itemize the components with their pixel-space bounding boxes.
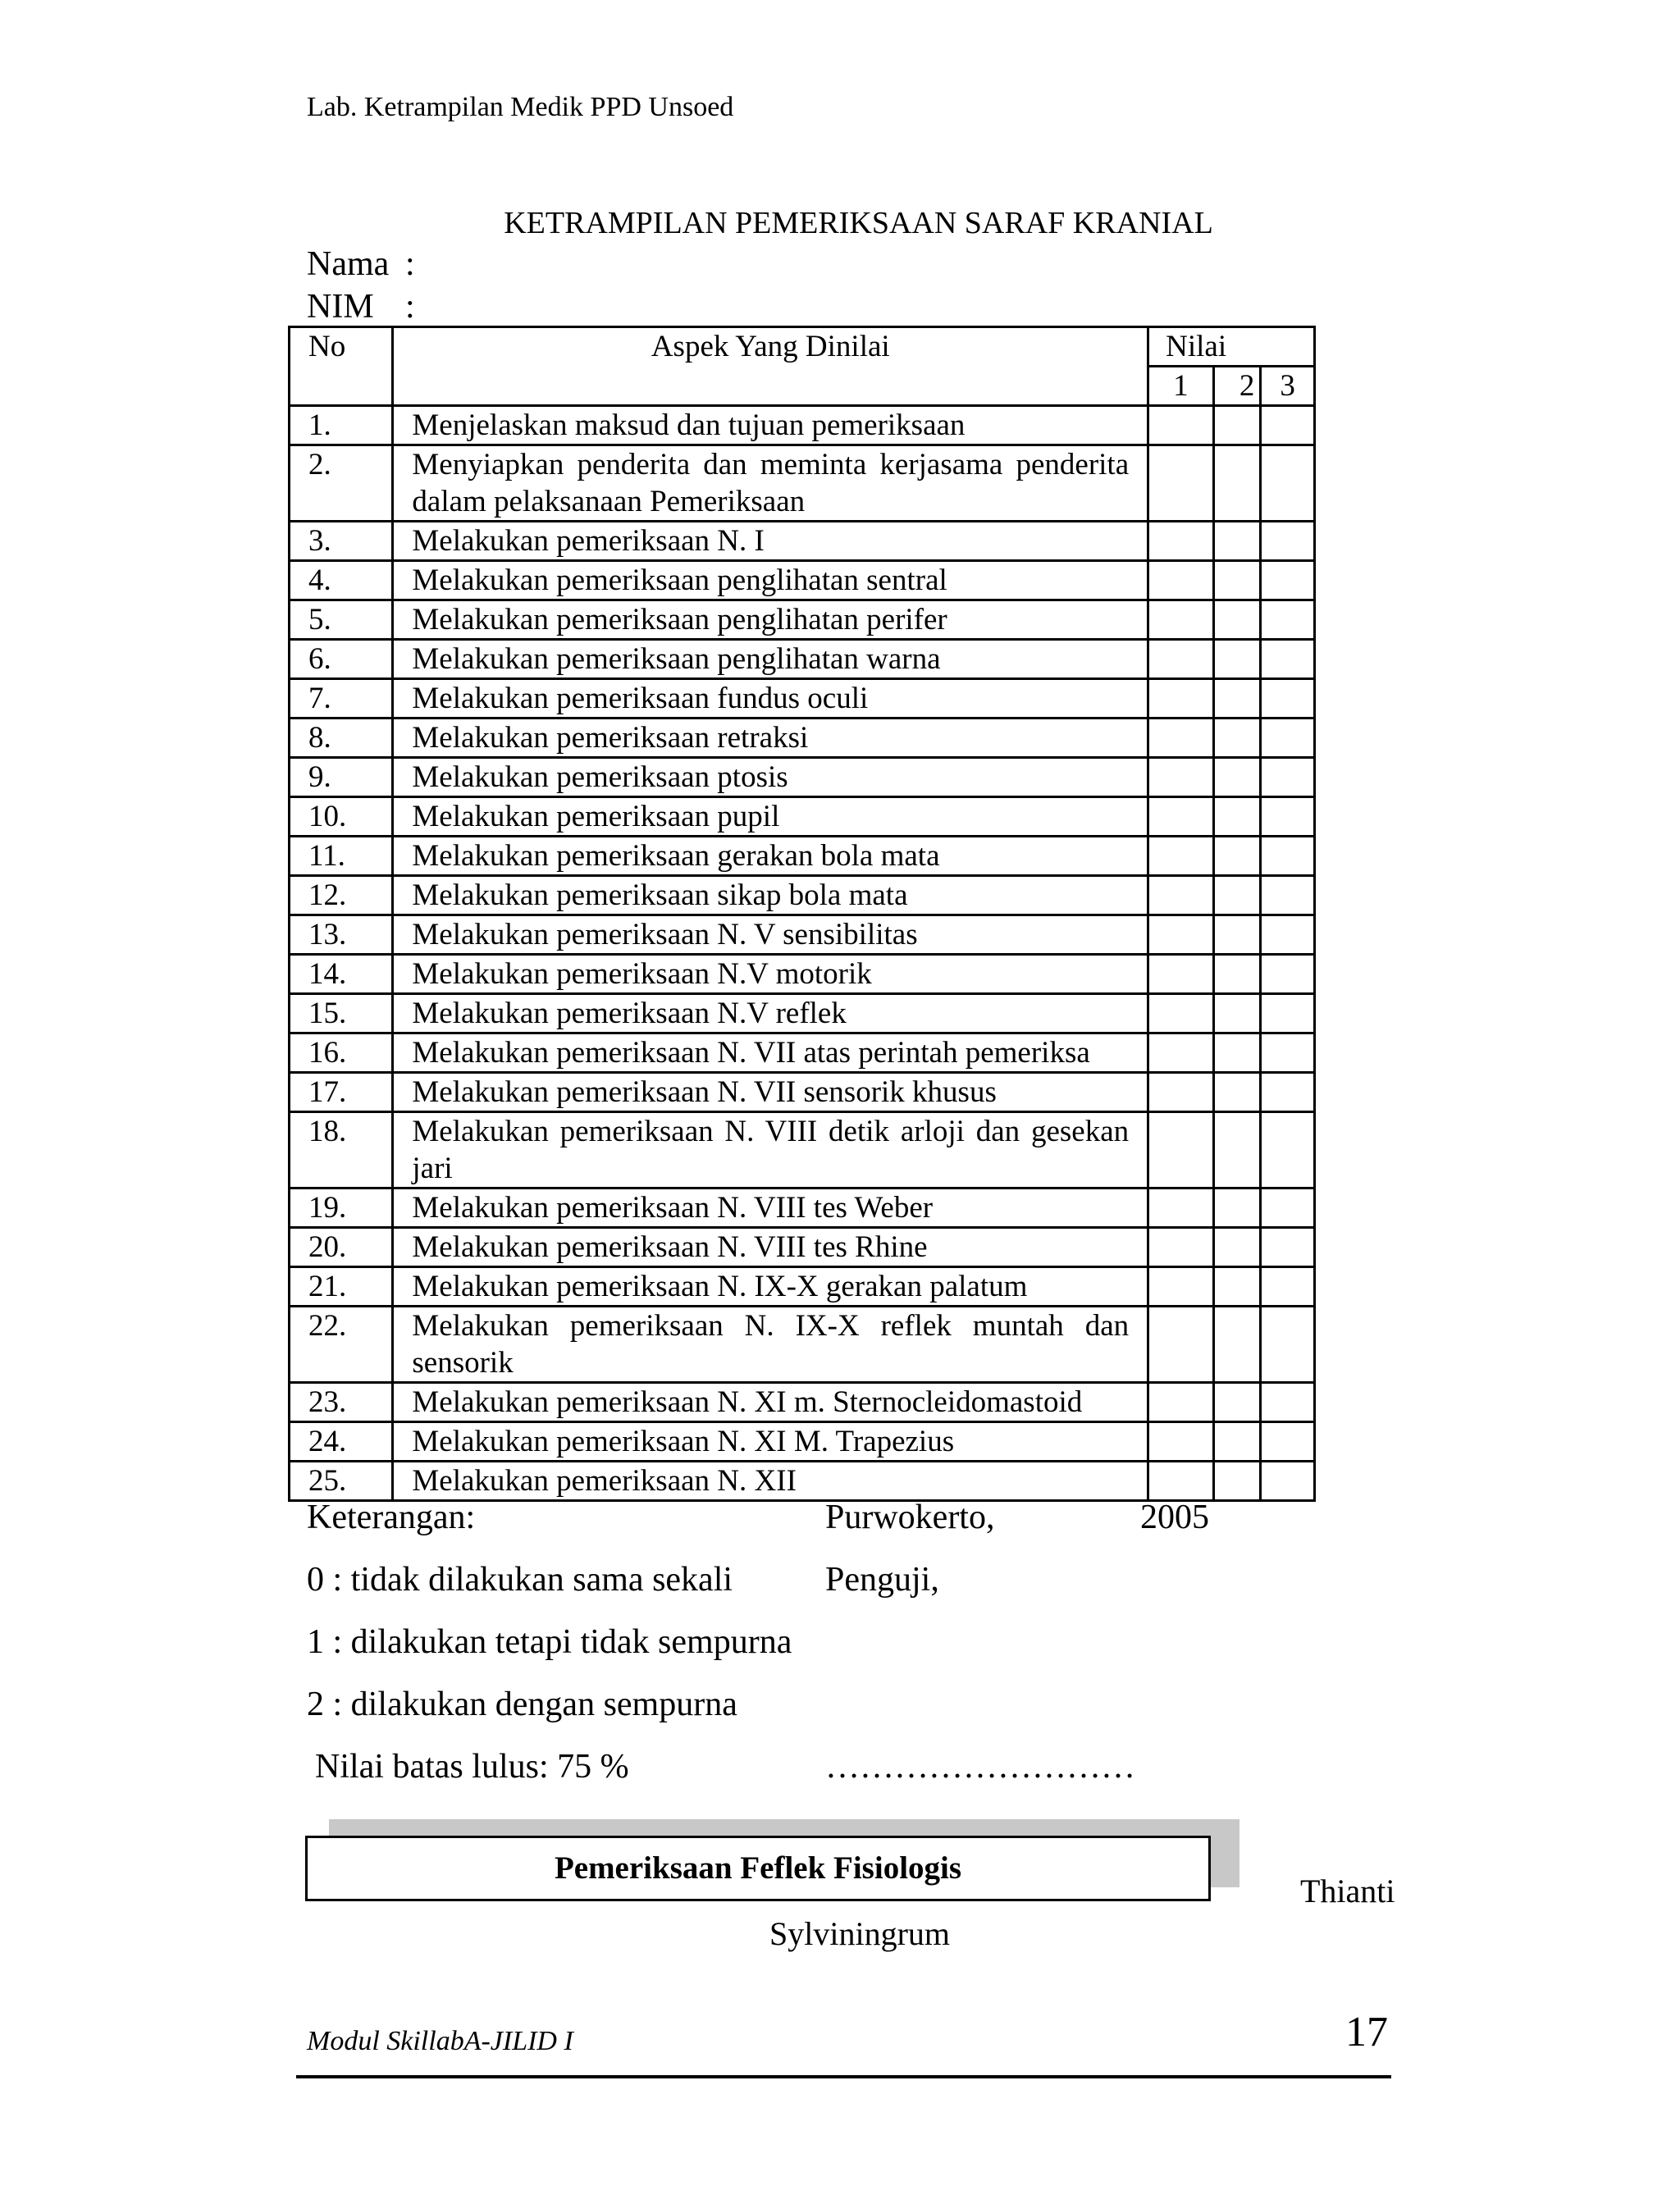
nilai-sub-2: 2: [1213, 367, 1261, 406]
row-number: 5.: [290, 600, 393, 640]
score-cell-2[interactable]: [1213, 1112, 1261, 1188]
row-aspek-text: Melakukan pemeriksaan N. IX-X gerakan palatum: [412, 1270, 1028, 1303]
page-number: 17: [1345, 2009, 1388, 2055]
score-cell-3[interactable]: [1261, 1383, 1315, 1422]
score-cell-2[interactable]: [1213, 1033, 1261, 1073]
author-last-name: Sylviningrum: [769, 1915, 951, 1952]
table-row: [290, 679, 1315, 719]
score-cell-2[interactable]: [1213, 719, 1261, 758]
score-cell-1[interactable]: [1148, 1228, 1213, 1267]
score-cell-2[interactable]: [1213, 797, 1261, 837]
footer-rule: [296, 2075, 1391, 2078]
score-cell-3[interactable]: [1261, 1188, 1315, 1228]
score-cell-1[interactable]: [1148, 640, 1213, 679]
row-number: 25.: [290, 1462, 393, 1501]
score-cell-3[interactable]: [1261, 915, 1315, 955]
row-aspek-text: Melakukan pemeriksaan N. VIII detik arloji dan gesekan jari: [412, 1115, 1130, 1185]
row-aspek-text: Melakukan pemeriksaan N. V sensibilitas: [412, 918, 918, 951]
table-row: [290, 994, 1315, 1033]
keterangan-item-2: 2 : dilakukan dengan sempurna: [307, 1686, 737, 1723]
nim-label: NIM: [307, 288, 374, 326]
score-cell-1[interactable]: [1148, 758, 1213, 797]
score-cell-3[interactable]: [1261, 1422, 1315, 1462]
table-row: [290, 522, 1315, 561]
row-aspek: [393, 719, 1148, 758]
row-aspek-text: Melakukan pemeriksaan penglihatan warna: [412, 642, 941, 676]
score-cell-3[interactable]: [1261, 1228, 1315, 1267]
signature-year: 2005: [1140, 1499, 1209, 1536]
score-cell-3[interactable]: [1261, 719, 1315, 758]
table-header-row: [290, 327, 1315, 367]
score-cell-1[interactable]: [1148, 994, 1213, 1033]
score-cell-2[interactable]: [1213, 1462, 1261, 1501]
row-number: 12.: [290, 876, 393, 915]
score-cell-1[interactable]: [1148, 1073, 1213, 1112]
header-nilai: Nilai: [1148, 327, 1315, 367]
row-aspek-text: Melakukan pemeriksaan N. IX-X reflek muntah dan sensorik: [412, 1309, 1130, 1380]
score-cell-1[interactable]: [1148, 876, 1213, 915]
row-aspek-text: Melakukan pemeriksaan N. VII sensorik khusus: [412, 1075, 997, 1109]
row-aspek: [393, 1228, 1148, 1267]
score-cell-3[interactable]: [1261, 1267, 1315, 1307]
signature-dots: ………………………: [825, 1748, 1135, 1786]
score-cell-1[interactable]: [1148, 1307, 1213, 1383]
row-aspek: [393, 445, 1148, 522]
score-cell-1[interactable]: [1148, 837, 1213, 876]
score-cell-3[interactable]: [1261, 876, 1315, 915]
nama-label: Nama: [307, 245, 390, 283]
row-number: 19.: [290, 1188, 393, 1228]
row-number: 2.: [290, 445, 393, 522]
row-aspek-text: Melakukan pemeriksaan N. I: [412, 524, 765, 558]
row-aspek: [393, 1033, 1148, 1073]
nim-colon: :: [405, 288, 415, 326]
row-aspek-text: Melakukan pemeriksaan N. VIII tes Rhine: [412, 1230, 928, 1264]
row-number: 13.: [290, 915, 393, 955]
author-first-name: Thianti: [1300, 1873, 1395, 1909]
row-number: 15.: [290, 994, 393, 1033]
table-row: [290, 600, 1315, 640]
score-cell-1[interactable]: [1148, 679, 1213, 719]
table-row: [290, 876, 1315, 915]
row-aspek: [393, 955, 1148, 994]
table-row: [290, 955, 1315, 994]
row-aspek-text: Melakukan pemeriksaan N. XI M. Trapezius: [412, 1425, 955, 1458]
row-aspek-text: Melakukan pemeriksaan pupil: [412, 800, 780, 833]
score-cell-3[interactable]: [1261, 522, 1315, 561]
table-row: [290, 719, 1315, 758]
row-aspek: [393, 1073, 1148, 1112]
table-row: [290, 837, 1315, 876]
row-aspek: [393, 1307, 1148, 1383]
row-number: 10.: [290, 797, 393, 837]
table-row: [290, 640, 1315, 679]
table-row: [290, 1228, 1315, 1267]
nama-colon: :: [405, 245, 415, 283]
nama-field: [307, 244, 415, 284]
row-aspek: [393, 406, 1148, 445]
score-cell-3[interactable]: [1261, 1033, 1315, 1073]
row-aspek: [393, 1112, 1148, 1188]
row-aspek: [393, 522, 1148, 561]
score-cell-1[interactable]: [1148, 915, 1213, 955]
nilai-sub-3: 3: [1261, 367, 1315, 406]
nim-field: [307, 287, 415, 326]
score-cell-3[interactable]: [1261, 994, 1315, 1033]
row-aspek: [393, 561, 1148, 600]
score-cell-1[interactable]: [1148, 1188, 1213, 1228]
table-row: [290, 915, 1315, 955]
row-number: 17.: [290, 1073, 393, 1112]
score-cell-3[interactable]: [1261, 1112, 1315, 1188]
table-row: [290, 445, 1315, 522]
score-cell-2[interactable]: [1213, 406, 1261, 445]
row-aspek-text: Menjelaskan maksud dan tujuan pemeriksaan: [412, 408, 966, 442]
nilai-batas-lulus: Nilai batas lulus: 75 %: [315, 1748, 629, 1786]
header-aspek: Aspek Yang Dinilai: [393, 327, 1148, 406]
score-cell-1[interactable]: [1148, 1112, 1213, 1188]
score-cell-2[interactable]: [1213, 1422, 1261, 1462]
row-aspek: [393, 1267, 1148, 1307]
row-aspek: [393, 1383, 1148, 1422]
row-aspek: [393, 1422, 1148, 1462]
row-aspek: [393, 679, 1148, 719]
score-cell-3[interactable]: [1261, 955, 1315, 994]
row-aspek: [393, 1462, 1148, 1501]
row-number: 7.: [290, 679, 393, 719]
score-cell-2[interactable]: [1213, 445, 1261, 522]
score-cell-2[interactable]: [1213, 758, 1261, 797]
row-number: 9.: [290, 758, 393, 797]
row-aspek: [393, 600, 1148, 640]
row-number: 18.: [290, 1112, 393, 1188]
row-aspek-text: Melakukan pemeriksaan ptosis: [412, 760, 788, 794]
score-cell-1[interactable]: [1148, 1267, 1213, 1307]
table-row: [290, 1033, 1315, 1073]
table-row: [290, 758, 1315, 797]
score-cell-2[interactable]: [1213, 1267, 1261, 1307]
score-cell-1[interactable]: [1148, 1033, 1213, 1073]
score-cell-2[interactable]: [1213, 955, 1261, 994]
row-number: 11.: [290, 837, 393, 876]
score-cell-2[interactable]: [1213, 1307, 1261, 1383]
score-cell-3[interactable]: [1261, 837, 1315, 876]
row-aspek-text: Menyiapkan penderita dan meminta kerjasama penderita dalam pelaksanaan Pemeriksaan: [412, 448, 1130, 518]
table-row: [290, 797, 1315, 837]
row-aspek: [393, 758, 1148, 797]
table-row: [290, 1112, 1315, 1188]
score-cell-1[interactable]: [1148, 1422, 1213, 1462]
signature-place: Purwokerto,: [825, 1499, 995, 1536]
table-row: [290, 561, 1315, 600]
score-cell-1[interactable]: [1148, 445, 1213, 522]
row-aspek-text: Melakukan pemeriksaan N. XII: [412, 1464, 797, 1498]
table-row: [290, 406, 1315, 445]
row-number: 14.: [290, 955, 393, 994]
row-aspek-text: Melakukan pemeriksaan N. VIII tes Weber: [412, 1191, 934, 1225]
row-number: 24.: [290, 1422, 393, 1462]
score-cell-2[interactable]: [1213, 1228, 1261, 1267]
signature-role: Penguji,: [825, 1561, 939, 1599]
table-row: [290, 1383, 1315, 1422]
row-aspek: [393, 640, 1148, 679]
table-row: [290, 1307, 1315, 1383]
score-cell-1[interactable]: [1148, 955, 1213, 994]
score-cell-2[interactable]: [1213, 1073, 1261, 1112]
row-number: 1.: [290, 406, 393, 445]
score-cell-2[interactable]: [1213, 994, 1261, 1033]
score-cell-1[interactable]: [1148, 1462, 1213, 1501]
score-cell-2[interactable]: [1213, 876, 1261, 915]
score-cell-3[interactable]: [1261, 1073, 1315, 1112]
row-aspek: [393, 797, 1148, 837]
footer-modul: Modul SkillabA-JILID I: [307, 2026, 573, 2056]
assessment-table: [288, 326, 1316, 1502]
nilai-sub-1: 1: [1148, 367, 1213, 406]
score-cell-1[interactable]: [1148, 797, 1213, 837]
score-cell-2[interactable]: [1213, 640, 1261, 679]
score-cell-2[interactable]: [1213, 679, 1261, 719]
row-number: 4.: [290, 561, 393, 600]
score-cell-2[interactable]: [1213, 1188, 1261, 1228]
score-cell-3[interactable]: [1261, 758, 1315, 797]
row-aspek: [393, 994, 1148, 1033]
score-cell-3[interactable]: [1261, 1307, 1315, 1383]
row-number: 16.: [290, 1033, 393, 1073]
score-cell-2[interactable]: [1213, 522, 1261, 561]
running-header: Lab. Ketrampilan Medik PPD Unsoed: [307, 92, 734, 122]
score-cell-2[interactable]: [1213, 1383, 1261, 1422]
row-number: 20.: [290, 1228, 393, 1267]
score-cell-1[interactable]: [1148, 719, 1213, 758]
row-aspek-text: Melakukan pemeriksaan N.V reflek: [412, 997, 847, 1030]
row-aspek: [393, 1188, 1148, 1228]
row-number: 21.: [290, 1267, 393, 1307]
table-row: [290, 1462, 1315, 1501]
score-cell-1[interactable]: [1148, 522, 1213, 561]
score-cell-3[interactable]: [1261, 1462, 1315, 1501]
row-aspek-text: Melakukan pemeriksaan penglihatan perifer: [412, 603, 947, 636]
score-cell-1[interactable]: [1148, 561, 1213, 600]
row-aspek: [393, 915, 1148, 955]
row-number: 22.: [290, 1307, 393, 1383]
score-cell-1[interactable]: [1148, 600, 1213, 640]
score-cell-3[interactable]: [1261, 445, 1315, 522]
row-aspek: [393, 876, 1148, 915]
header-no: No: [290, 327, 393, 406]
score-cell-2[interactable]: [1213, 915, 1261, 955]
score-cell-3[interactable]: [1261, 640, 1315, 679]
row-number: 6.: [290, 640, 393, 679]
keterangan-item-0: 0 : tidak dilakukan sama sekali: [307, 1561, 733, 1599]
score-cell-3[interactable]: [1261, 600, 1315, 640]
score-cell-1[interactable]: [1148, 406, 1213, 445]
table-row: [290, 1188, 1315, 1228]
row-number: 3.: [290, 522, 393, 561]
page-title: KETRAMPILAN PEMERIKSAAN SARAF KRANIAL: [504, 206, 1213, 240]
score-cell-3[interactable]: [1261, 679, 1315, 719]
row-aspek-text: Melakukan pemeriksaan fundus oculi: [412, 682, 869, 715]
row-number: 23.: [290, 1383, 393, 1422]
row-aspek-text: Melakukan pemeriksaan N. VII atas perintah pemeriksa: [412, 1036, 1090, 1070]
score-cell-2[interactable]: [1213, 600, 1261, 640]
table-row: [290, 1267, 1315, 1307]
row-aspek-text: Melakukan pemeriksaan N.V motorik: [412, 957, 872, 991]
score-cell-2[interactable]: [1213, 837, 1261, 876]
row-aspek-text: Melakukan pemeriksaan retraksi: [412, 721, 809, 755]
section-banner: Pemeriksaan Feflek Fisiologis: [305, 1836, 1211, 1901]
score-cell-1[interactable]: [1148, 1383, 1213, 1422]
score-cell-3[interactable]: [1261, 406, 1315, 445]
keterangan-item-1: 1 : dilakukan tetapi tidak sempurna: [307, 1623, 792, 1661]
table-row: [290, 1073, 1315, 1112]
score-cell-3[interactable]: [1261, 561, 1315, 600]
row-number: 8.: [290, 719, 393, 758]
score-cell-3[interactable]: [1261, 797, 1315, 837]
score-cell-2[interactable]: [1213, 561, 1261, 600]
row-aspek: [393, 837, 1148, 876]
row-aspek-text: Melakukan pemeriksaan gerakan bola mata: [412, 839, 940, 873]
row-aspek-text: Melakukan pemeriksaan N. XI m. Sternocleidomastoid: [412, 1385, 1083, 1419]
row-aspek-text: Melakukan pemeriksaan penglihatan sentral: [412, 563, 947, 597]
keterangan-label: Keterangan:: [307, 1499, 476, 1536]
row-aspek-text: Melakukan pemeriksaan sikap bola mata: [412, 878, 908, 912]
table-row: [290, 1422, 1315, 1462]
